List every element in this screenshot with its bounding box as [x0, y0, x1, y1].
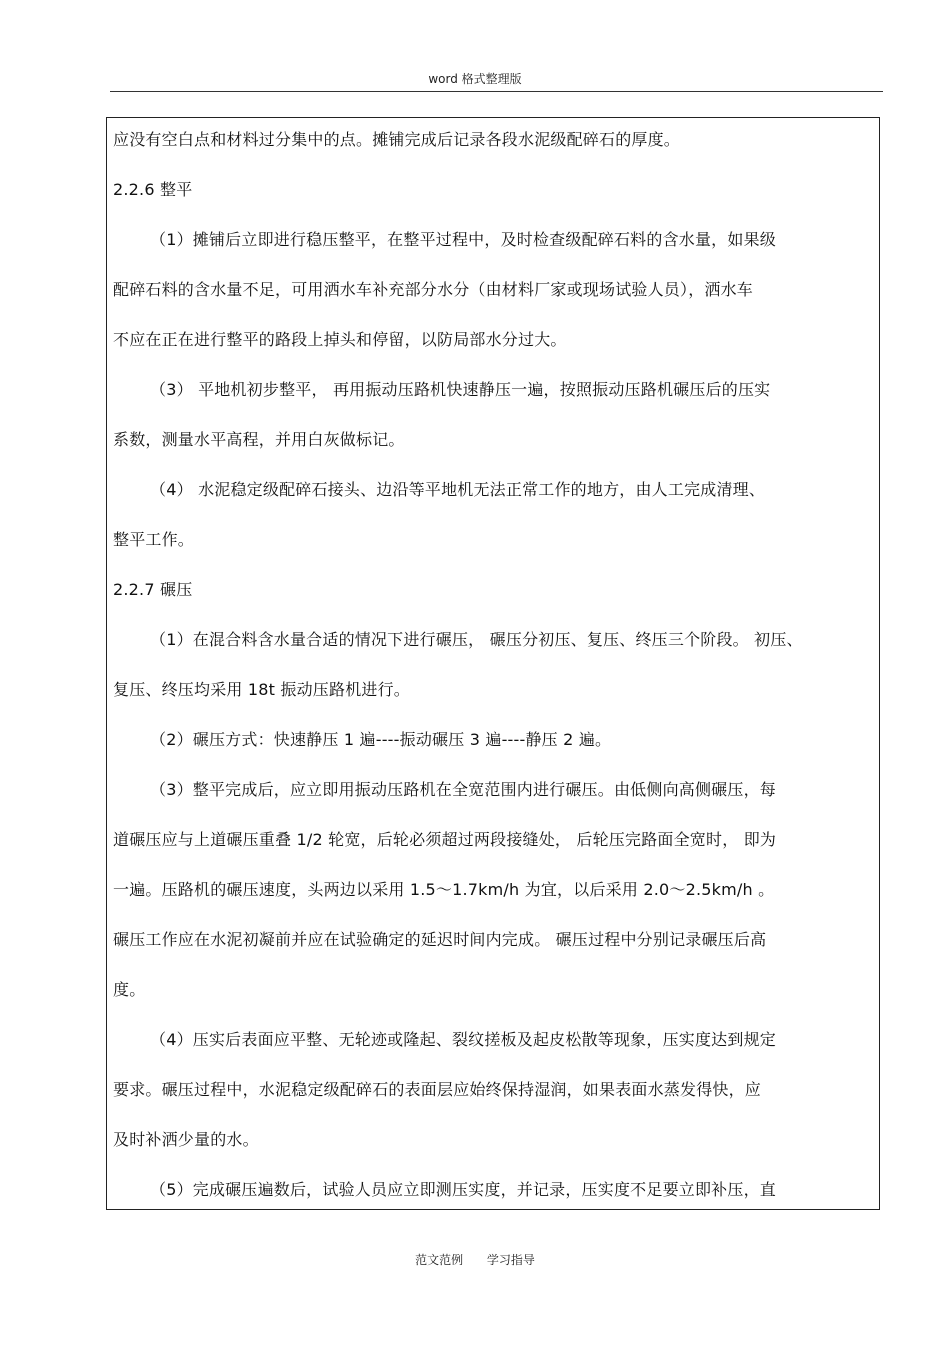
header-rule: [110, 91, 883, 92]
text-line: （1）摊铺后立即进行稳压整平，在整平过程中，及时检查级配碎石料的含水量，如果级: [150, 230, 776, 249]
text-line: （4）压实后表面应平整、无轮迹或隆起、裂纹搓板及起皮松散等现象，压实度达到规定: [150, 1030, 776, 1049]
text-line: （1）在混合料含水量合适的情况下进行碾压， 碾压分初压、复压、终压三个阶段。 初压、: [150, 630, 803, 649]
footer-right-text: 学习指导: [486, 1253, 535, 1267]
text-line: （5）完成碾压遍数后，试验人员应立即测压实度，并记录，压实度不足要立即补压，直: [150, 1180, 776, 1199]
text-line: 整平工作。: [113, 530, 195, 549]
text-line: （2）碾压方式：快速静压 1 遍----振动碾压 3 遍----静压 2 遍。: [150, 730, 612, 749]
text-line: 及时补洒少量的水。: [113, 1130, 259, 1149]
text-line: （3） 平地机初步整平， 再用振动压路机快速静压一遍，按照振动压路机碾压后的压实: [150, 380, 771, 399]
text-line: 一遍。压路机的碾压速度，头两边以采用 1.5～1.7km/h 为宜，以后采用 2.0～2.5km/h 。: [113, 880, 775, 899]
text-line: 不应在正在进行整平的路段上掉头和停留，以防局部水分过大。: [113, 330, 567, 349]
text-line: 度。: [113, 980, 146, 999]
page-footer: [0, 1251, 950, 1268]
page-header: word 格式整理版: [428, 72, 522, 86]
text-line: （4） 水泥稳定级配碎石接头、边沿等平地机无法正常工作的地方，由人工完成清理、: [150, 480, 766, 499]
footer-left-text: 范文范例: [415, 1253, 464, 1267]
text-line: 复压、终压均采用 18t 振动压路机进行。: [113, 680, 411, 699]
text-line: 应没有空白点和材料过分集中的点。摊铺完成后记录各段水泥级配碎石的厚度。: [113, 130, 681, 149]
section-heading: 2.2.6 整平: [113, 180, 193, 199]
text-line: 要求。碾压过程中，水泥稳定级配碎石的表面层应始终保持湿润，如果表面水蒸发得快，应: [113, 1080, 762, 1099]
text-line: 碾压工作应在水泥初凝前并应在试验确定的延迟时间内完成。 碾压过程中分别记录碾压后高: [113, 930, 767, 949]
text-line: 道碾压应与上道碾压重叠 1/2 轮宽，后轮必须超过两段接缝处， 后轮压完路面全宽时， 即为: [113, 830, 777, 849]
text-line: （3）整平完成后，应立即用振动压路机在全宽范围内进行碾压。由低侧向高侧碾压，每: [150, 780, 776, 799]
text-line: 配碎石料的含水量不足，可用洒水车补充部分水分（由材料厂家或现场试验人员），洒水车: [113, 280, 754, 299]
section-heading: 2.2.7 碾压: [113, 580, 193, 599]
text-line: 系数，测量水平高程，并用白灰做标记。: [113, 430, 405, 449]
